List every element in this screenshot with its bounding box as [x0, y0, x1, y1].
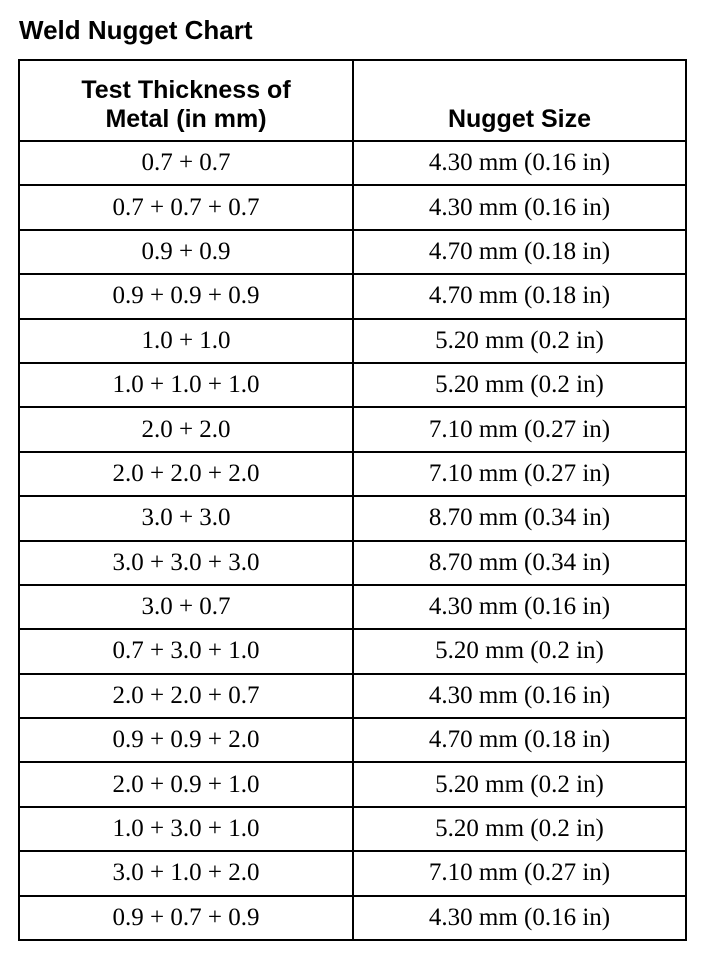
table-row: [19, 496, 686, 540]
thickness-cell: 0.9 + 0.9 + 2.0: [19, 718, 353, 762]
thickness-cell: 2.0 + 2.0: [19, 407, 353, 451]
nugget-size-cell: 4.30 mm (0.16 in): [353, 141, 686, 185]
thickness-cell: 3.0 + 3.0 + 3.0: [19, 541, 353, 585]
table-row: [19, 319, 686, 363]
table-row: [19, 851, 686, 895]
nugget-size-cell: 5.20 mm (0.2 in): [353, 762, 686, 806]
table-row: [19, 230, 686, 274]
table-row: [19, 896, 686, 940]
header-nugget-label: Nugget Size: [447, 105, 592, 133]
nugget-size-cell: 4.70 mm (0.18 in): [353, 230, 686, 274]
thickness-cell: 0.9 + 0.9: [19, 230, 353, 274]
thickness-cell: 0.7 + 3.0 + 1.0: [19, 629, 353, 673]
weld-nugget-table: [18, 59, 687, 941]
thickness-cell: 1.0 + 1.0: [19, 319, 353, 363]
nugget-size-cell: 4.30 mm (0.16 in): [353, 185, 686, 229]
nugget-size-cell: 5.20 mm (0.2 in): [353, 363, 686, 407]
thickness-cell: 3.0 + 1.0 + 2.0: [19, 851, 353, 895]
table-header-row: [19, 60, 686, 141]
thickness-cell: 0.7 + 0.7 + 0.7: [19, 185, 353, 229]
page-title: Weld Nugget Chart: [19, 15, 253, 45]
nugget-size-cell: 5.20 mm (0.2 in): [353, 629, 686, 673]
header-thickness-line2: Metal (in mm): [105, 105, 267, 133]
thickness-cell: 3.0 + 3.0: [19, 496, 353, 540]
table-row: [19, 141, 686, 185]
table-row: [19, 541, 686, 585]
nugget-size-cell: 4.70 mm (0.18 in): [353, 718, 686, 762]
header-nugget-size: [353, 60, 686, 141]
nugget-size-cell: 5.20 mm (0.2 in): [353, 319, 686, 363]
thickness-cell: 2.0 + 2.0 + 0.7: [19, 674, 353, 718]
header-thickness: [19, 60, 353, 141]
table-row: [19, 674, 686, 718]
nugget-size-cell: 4.30 mm (0.16 in): [353, 585, 686, 629]
table-row: [19, 629, 686, 673]
thickness-cell: 2.0 + 2.0 + 2.0: [19, 452, 353, 496]
header-thickness-line1: Test Thickness of: [81, 76, 291, 104]
nugget-size-cell: 4.70 mm (0.18 in): [353, 274, 686, 318]
table-row: [19, 363, 686, 407]
nugget-size-cell: 8.70 mm (0.34 in): [353, 541, 686, 585]
nugget-size-cell: 7.10 mm (0.27 in): [353, 851, 686, 895]
nugget-size-cell: 4.30 mm (0.16 in): [353, 896, 686, 940]
thickness-cell: 2.0 + 0.9 + 1.0: [19, 762, 353, 806]
thickness-cell: 1.0 + 3.0 + 1.0: [19, 807, 353, 851]
table-row: [19, 585, 686, 629]
table-row: [19, 807, 686, 851]
thickness-cell: 0.9 + 0.9 + 0.9: [19, 274, 353, 318]
nugget-size-cell: 5.20 mm (0.2 in): [353, 807, 686, 851]
table-row: [19, 452, 686, 496]
thickness-cell: 0.7 + 0.7: [19, 141, 353, 185]
table-row: [19, 718, 686, 762]
table-row: [19, 274, 686, 318]
table-row: [19, 762, 686, 806]
table-row: [19, 407, 686, 451]
table-row: [19, 185, 686, 229]
table-body: [19, 141, 686, 940]
nugget-size-cell: 7.10 mm (0.27 in): [353, 452, 686, 496]
nugget-size-cell: 8.70 mm (0.34 in): [353, 496, 686, 540]
thickness-cell: 0.9 + 0.7 + 0.9: [19, 896, 353, 940]
nugget-size-cell: 4.30 mm (0.16 in): [353, 674, 686, 718]
nugget-size-cell: 7.10 mm (0.27 in): [353, 407, 686, 451]
thickness-cell: 3.0 + 0.7: [19, 585, 353, 629]
thickness-cell: 1.0 + 1.0 + 1.0: [19, 363, 353, 407]
